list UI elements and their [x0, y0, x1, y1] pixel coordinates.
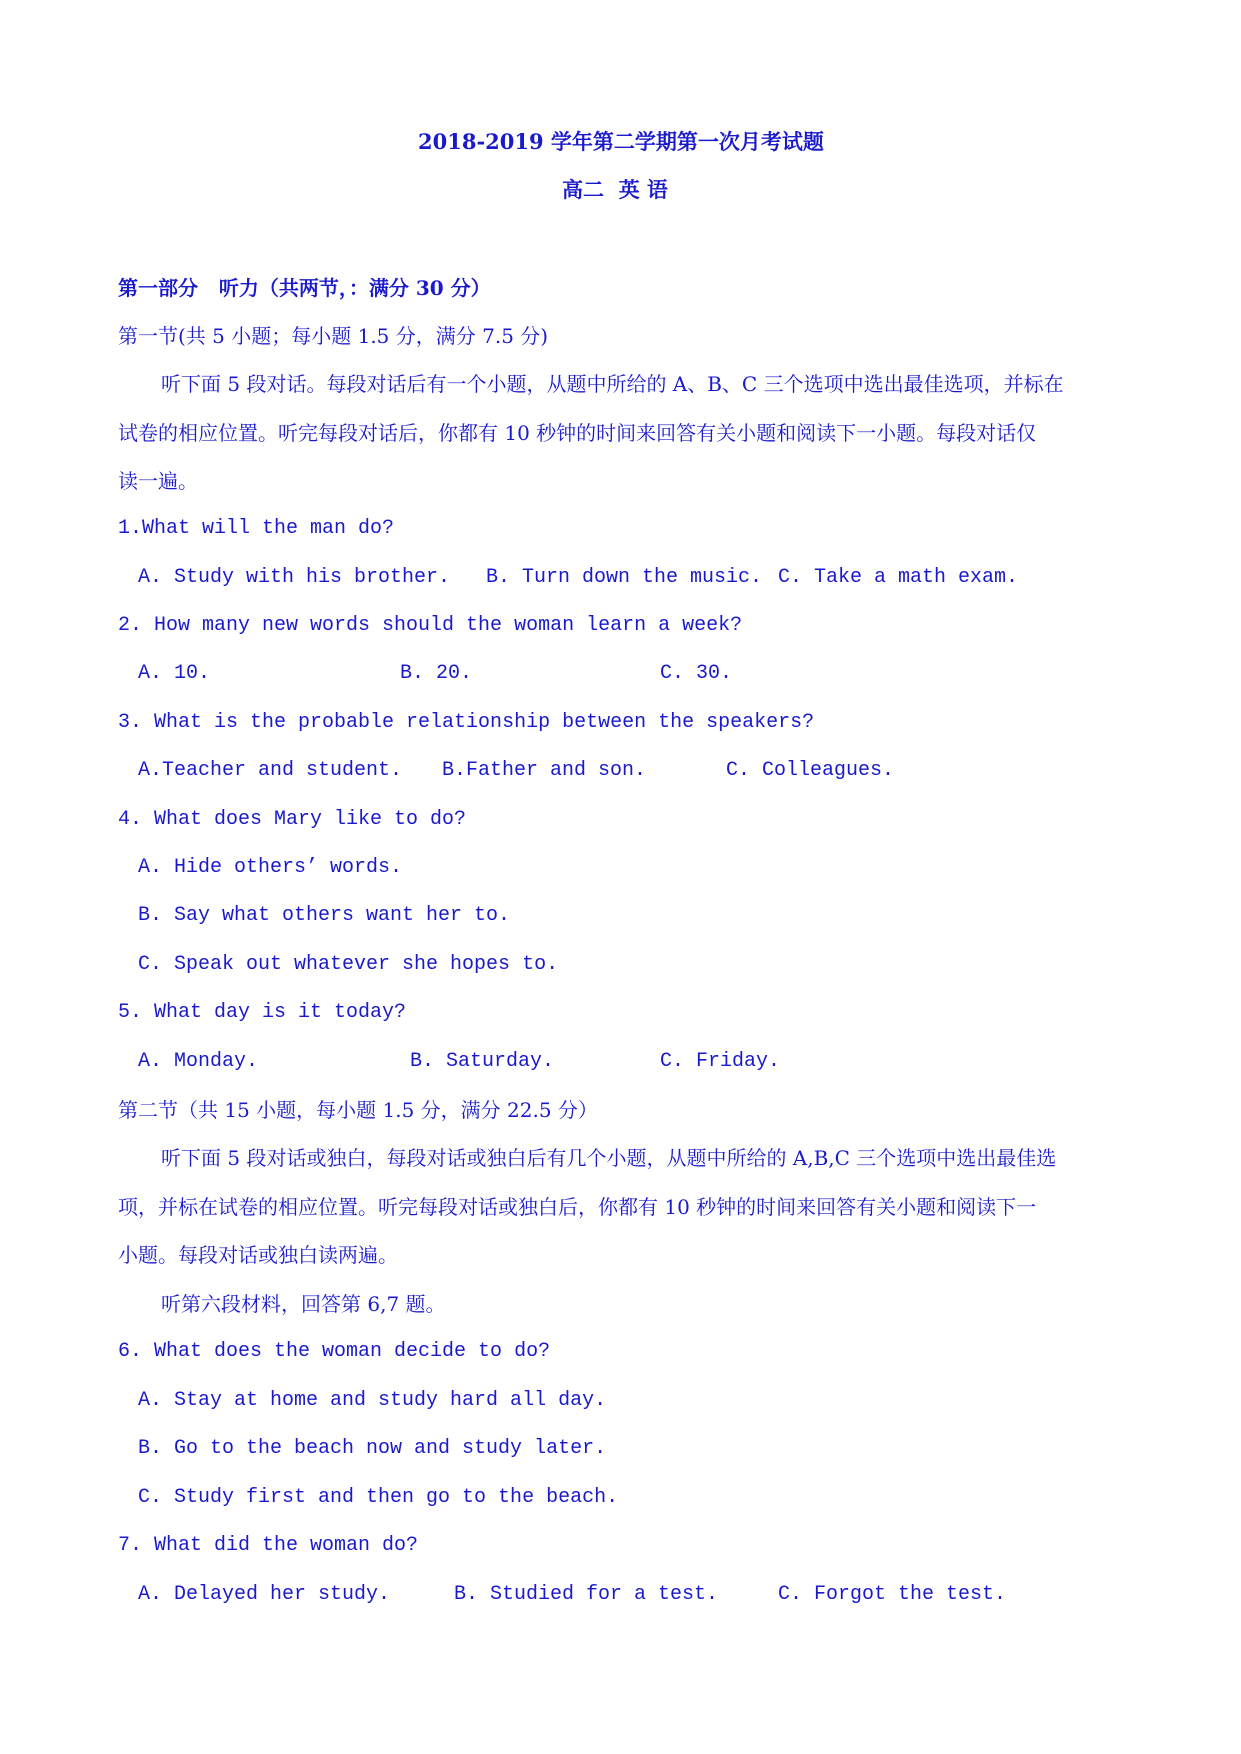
question-6-option-c: C. Study first and then go to the beach. — [138, 1486, 619, 1509]
question-4-option-c: C. Speak out whatever she hopes to. — [138, 953, 559, 976]
question-1-stem: 1.What will the man do? — [118, 517, 395, 540]
question-7-option-b: B. Studied for a test. — [454, 1583, 719, 1606]
section1-heading: 第一节(共 5 小题；每小题 1.5 分，满分 7.5 分) — [118, 324, 549, 348]
question-6-option-b: B. Go to the beach now and study later. — [138, 1437, 607, 1460]
question-5-option-a: A. Monday. — [138, 1050, 259, 1073]
section2-instruction-line1: 听下面 5 段对话或独白，每段对话或独白后有几个小题，从题中所给的 A,B,C 三个选项中选出最佳选 — [161, 1146, 1057, 1170]
question-3-option-a: A.Teacher and student. — [138, 759, 403, 782]
question-6-option-a: A. Stay at home and study hard all day. — [138, 1389, 607, 1412]
question-3-option-c: C. Colleagues. — [726, 759, 895, 782]
section2-instruction-line3: 小题。每段对话或独白读两遍。 — [118, 1243, 398, 1267]
exam-subtitle: 高二 英 语 — [562, 177, 668, 202]
question-2-option-c: C. 30. — [660, 662, 733, 685]
section2-instruction-line2: 项，并标在试卷的相应位置。听完每段对话或独白后，你都有 10 秒钟的时间来回答有关小题和阅读下一 — [118, 1195, 1037, 1219]
question-1-option-a: A. Study with his brother. — [138, 566, 451, 589]
question-3-option-b: B.Father and son. — [442, 759, 647, 782]
section1-instruction-line1: 听下面 5 段对话。每段对话后有一个小题，从题中所给的 A、B、C 三个选项中选出最佳选项，并标在 — [161, 372, 1064, 396]
question-1-option-c: C. Take a math exam. — [778, 566, 1019, 589]
question-5-stem: 5. What day is it today? — [118, 1001, 407, 1024]
question-4-option-a: A. Hide others’ words. — [138, 856, 403, 879]
material-6-note: 听第六段材料，回答第 6,7 题。 — [161, 1292, 446, 1316]
question-2-option-b: B. 20. — [400, 662, 473, 685]
section1-instruction-line3: 读一遍。 — [118, 469, 198, 493]
question-7-option-c: C. Forgot the test. — [778, 1583, 1007, 1606]
question-3-stem: 3. What is the probable relationship between the speakers? — [118, 711, 815, 734]
question-4-stem: 4. What does Mary like to do? — [118, 808, 467, 831]
question-2-stem: 2. How many new words should the woman learn a week? — [118, 614, 743, 637]
question-2-option-a: A. 10. — [138, 662, 211, 685]
question-7-stem: 7. What did the woman do? — [118, 1534, 419, 1557]
question-7-option-a: A. Delayed her study. — [138, 1583, 391, 1606]
question-4-option-b: B. Say what others want her to. — [138, 904, 511, 927]
question-5-option-c: C. Friday. — [660, 1050, 781, 1073]
exam-title: 2018-2019 学年第二学期第一次月考试题 — [418, 129, 824, 154]
question-1-option-b: B. Turn down the music. — [486, 566, 763, 589]
question-5-option-b: B. Saturday. — [410, 1050, 555, 1073]
part1-heading: 第一部分 听力（共两节，：满分 30 分） — [118, 276, 491, 300]
section2-heading: 第二节（共 15 小题，每小题 1.5 分，满分 22.5 分） — [118, 1098, 598, 1122]
question-6-stem: 6. What does the woman decide to do? — [118, 1340, 551, 1363]
section1-instruction-line2: 试卷的相应位置。听完每段对话后，你都有 10 秒钟的时间来回答有关小题和阅读下一小题。每段对话仅 — [118, 421, 1037, 445]
